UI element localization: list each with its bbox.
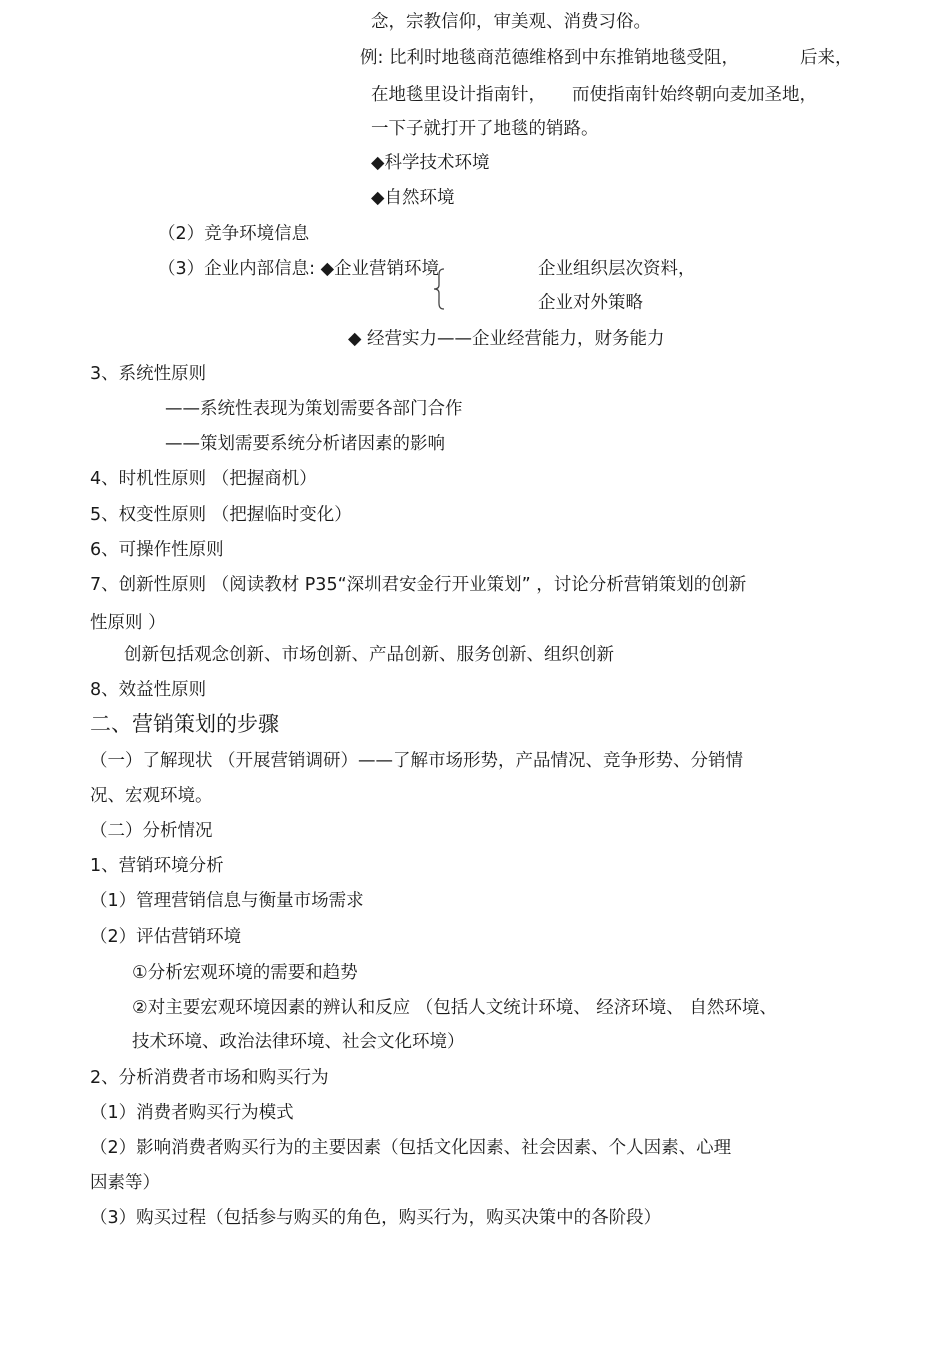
text-line: 例: 比利时地毯商范德维格到中东推销地毯受阻， [360, 48, 739, 68]
text-line: （3）企业内部信息: ◆企业营销环境 [158, 259, 440, 279]
text-line: 念，宗教信仰，审美观、消费习俗。 [371, 12, 651, 32]
section-heading: 3、系统性原则 [90, 364, 207, 384]
text-line: 一下子就打开了地毯的销路。 [371, 119, 599, 139]
text-line: 因素等） [90, 1173, 160, 1193]
section-heading: 6、可操作性原则 [90, 540, 224, 560]
bullet-item: ◆自然环境 [371, 188, 455, 208]
section-heading: 8、效益性原则 [90, 680, 207, 700]
text-line: 后来， [800, 48, 853, 68]
curly-brace-icon [432, 268, 448, 310]
chapter-heading: 二、营销策划的步骤 [90, 712, 279, 736]
text-line: ——策划需要系统分析诸因素的影响 [165, 434, 445, 454]
text-line: 在地毯里设计指南针， [371, 85, 546, 105]
section-heading: 4、时机性原则 （把握商机） [90, 469, 317, 489]
text-line: （一）了解现状 （开展营销调研）——了解市场形势，产品情况、竞争形势、分销情 [90, 751, 744, 771]
text-line: （2）竞争环境信息 [158, 224, 310, 244]
text-line: ——系统性表现为策划需要各部门合作 [165, 399, 463, 419]
text-line: （3）购买过程（包括参与购买的角色，购买行为，购买决策中的各阶段） [90, 1208, 662, 1228]
section-heading: 7、创新性原则 （阅读教材 P35“深圳君安金行开业策划” ，讨论分析营销策划的创新 [90, 575, 747, 595]
text-line: 性原则 ） [90, 613, 166, 633]
bullet-item: ◆ 经营实力——企业经营能力，财务能力 [348, 329, 665, 349]
list-item: ①分析宏观环境的需要和趋势 [132, 963, 358, 983]
text-line: 技术环境、政治法律环境、社会文化环境） [132, 1032, 465, 1052]
text-line: 况、宏观环境。 [90, 786, 213, 806]
text-line: （2）影响消费者购买行为的主要因素（包括文化因素、社会因素、个人因素、心理 [90, 1138, 732, 1158]
sub-heading: 1、营销环境分析 [90, 856, 224, 876]
text-line: 企业对外策略 [538, 293, 643, 313]
text-line: （2）评估营销环境 [90, 927, 242, 947]
text-line: 创新包括观念创新、市场创新、产品创新、服务创新、组织创新 [124, 645, 614, 665]
text-line: （1）管理营销信息与衡量市场需求 [90, 891, 364, 911]
section-heading: 5、权变性原则 （把握临时变化） [90, 505, 352, 525]
sub-heading: （二）分析情况 [90, 821, 213, 841]
bullet-item: ◆科学技术环境 [371, 153, 490, 173]
sub-heading: 2、分析消费者市场和购买行为 [90, 1068, 329, 1088]
text-line: 而使指南针始终朝向麦加圣地， [572, 85, 817, 105]
text-line: （1）消费者购买行为模式 [90, 1103, 294, 1123]
text-line: 企业组织层次资料， [538, 259, 696, 279]
list-item: ②对主要宏观环境因素的辨认和反应 （包括人文统计环境、 经济环境、 自然环境、 [132, 998, 777, 1018]
